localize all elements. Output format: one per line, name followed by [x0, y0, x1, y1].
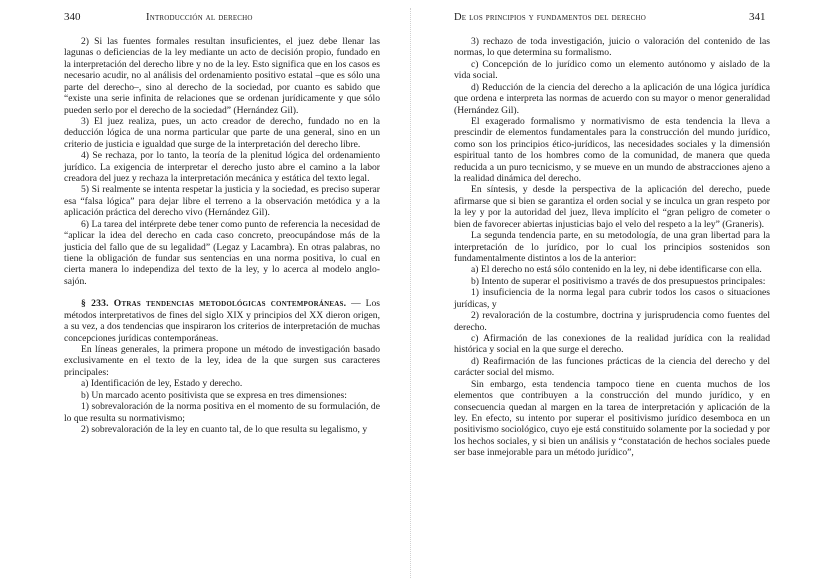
paragraph: d) Reafirmación de las funciones prácticas de la ciencia del derecho y del carácter social del mismo.	[454, 355, 770, 379]
page-number: 340	[64, 11, 81, 23]
section-paragraph	[64, 298, 380, 344]
paragraph: Sin embargo, esta tendencia tampoco tiene en cuenta muchos de los elementos que contribuyen a la construcción del mundo jurídico, y en consecuencia quedan al margen en la tarea de interpretación y aplicación de la ley. En efecto, su intento por superar el positivismo jurídico desemboca en un positivismo sociológico, cuyo eje está constituido solamente por la sociedad y por los hechos sociales, y si bien un análisis y “constatación de hechos sociales puede ser base inmejorable para un método jurídico”,	[454, 378, 770, 459]
paragraph: 1) sobrevaloración de la norma positiva en el momento de su formulación, de lo que resulta su normativismo;	[64, 401, 380, 424]
text-column	[454, 36, 770, 459]
paragraph: En líneas generales, la primera propone un método de investigación basado exclusivamente en el texto de la ley, idea de la que surgen sus caracteres principales:	[64, 343, 380, 378]
section-heading: § 233. Otras tendencias metodológicas contemporáneas.	[81, 298, 347, 310]
paragraph: 6) La tarea del intérprete debe tener como punto de referencia la necesidad de “aplicar la idea del derecho en cada caso concreto, preocupándose más de la justicia del fallo que de su legalidad” (Legaz y Lacambra). En otras palabras, no tiene la obligación de fundar sus sentencias en una norma positiva, lo cual en cierta manera lo independiza del texto de la ley, y lo acerca al modelo anglo-sajón.	[64, 218, 380, 287]
paragraph: a) El derecho no está sólo contenido en la ley, ni debe identificarse con ella.	[471, 264, 762, 276]
paragraph: 2) sobrevaloración de la ley en cuanto tal, de lo que resulta su legalismo, y	[81, 423, 368, 435]
paragraph: d) Reducción de la ciencia del derecho a la aplicación de una lógica jurídica que ordena e interpreta las normas de acuerdo con su mayor o menor generalidad (Hernández Gil).	[454, 81, 770, 116]
paragraph: b) Un marcado acento positivista que se expresa en tres dimensiones:	[81, 389, 347, 401]
paragraph: b) Intento de superar el positivismo a través de dos presupuestos principales:	[471, 275, 766, 287]
paragraph: 3) El juez realiza, pues, un acto creador de derecho, fundado no en la deducción lógica de una norma particular que parte de una general, sino en un criterio de justicia e igualdad que surge de la interpretación del derecho libre.	[64, 115, 380, 150]
paragraph: 3) rechazo de toda investigación, juicio o valoración del contenido de las normas, lo que determina su formalismo.	[454, 36, 770, 59]
section-text: — Los métodos interpretativos de fines del siglo XIX y principios del XX dieron origen, a su vez, a dos tendencias que inspiraron los criterios de interpretación de muchas concepciones jurídicas contemporáneas.	[64, 298, 380, 344]
right-page	[414, 0, 828, 586]
paragraph: La segunda tendencia parte, en su metodología, de una gran libertad para la interpretación de lo jurídico, por lo cual los principios sostenidos son fundamentalmente distintos a los de la anterior:	[454, 230, 770, 265]
running-head: De los principios y fundamentos del derecho	[454, 12, 647, 23]
paragraph: En síntesis, y desde la perspectiva de la aplicación del derecho, puede afirmarse que si bien se garantiza el orden social y se inculca un gran respeto por la ley y por la autoridad del juez, lleva implícito el “gran peligro de cometer o bien de favorecer abiertas injusticias bajo el velo del respeto a la ley” (Graneris).	[454, 184, 770, 230]
page-gutter	[410, 8, 412, 578]
paragraph: El exagerado formalismo y normativismo de esta tendencia la lleva a prescindir de elementos fundamentales para la construcción del mundo jurídico, como son los principios ético-jurídicos, las necesidades sociales y la dimensión espiritual tanto de los hombres como de la comunidad, de manera que queda reducida a un puro tecnicismo, y se mueve en un mundo de abstracciones ajeno a la realidad dinámica del derecho.	[454, 115, 770, 185]
paragraph: 5) Si realmente se intenta respetar la justicia y la sociedad, es preciso superar esa “falsa lógica” para dejar libre el terreno a la observación metódica y a la aplicación práctica del derecho vivo (Hernández Gil).	[64, 184, 380, 219]
paragraph: c) Afirmación de las conexiones de la realidad jurídica con la realidad histórica y social en la que surge el derecho.	[454, 332, 770, 356]
paragraph: 1) insuficiencia de la norma legal para cubrir todos los casos o situaciones jurídicas, y	[454, 287, 770, 310]
paragraph: 2) revaloración de la costumbre, doctrina y jurisprudencia como fuentes del derecho.	[454, 310, 770, 333]
running-head: Introducción al derecho	[146, 12, 253, 23]
paragraph: c) Concepción de lo jurídico como un elemento autónomo y aislado de la vida social.	[454, 58, 770, 82]
paragraph: a) Identificación de ley, Estado y derecho.	[81, 378, 243, 390]
page-number: 341	[749, 11, 766, 23]
text-column	[64, 36, 380, 435]
paragraph: 2) Si las fuentes formales resultan insuficientes, el juez debe llenar las lagunas o deficiencias de la ley mediante un acto de decisión propio, fundado en la interpretación del derecho libre y no de la ley. Esto significa que en los casos es necesario acudir, no al análisis del ordenamiento positivo estatal –que es sólo una parte del derecho–, sino al derecho de la sociedad, por cuanto es sabido que “existe una serie infinita de relaciones que se ordenan jurídicamente y que sólo pueden serlo por el derecho de la sociedad” (Hernández Gil).	[64, 36, 380, 116]
paragraph: 4) Se rechaza, por lo tanto, la teoría de la plenitud lógica del ordenamiento jurídico. La exigencia de interpretar el derecho justo abre el camino a la labor creadora del juez y rechaza la interpretación mecánica y estática del texto legal.	[64, 150, 380, 185]
